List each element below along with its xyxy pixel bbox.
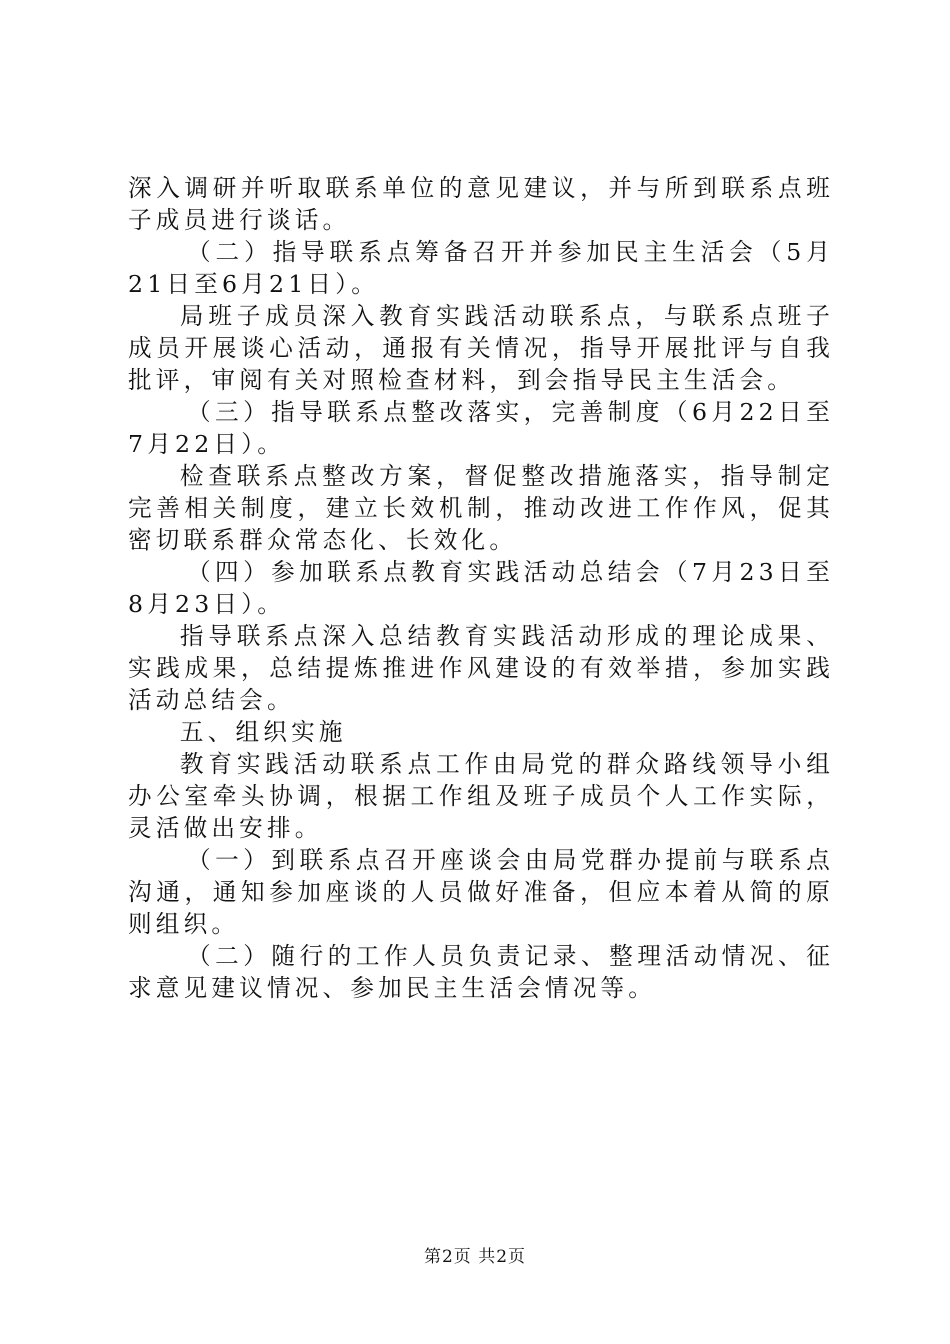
chapter-heading-5: 五、组织实施 [179, 718, 347, 746]
paragraph-staff-duties: （二）随行的工作人员负责记录、整理活动情况、征求意见建议情况、参加民主生活会情况等。 [128, 942, 834, 1002]
paragraph-continuation: 深入调研并听取联系单位的意见建议，并与所到联系点班子成员进行谈话。 [128, 174, 834, 234]
section-heading-4: （四）参加联系点教育实践活动总结会（7月23日至8月23日）。 [128, 558, 834, 618]
page-number-footer: 第2页 共2页 [423, 1247, 527, 1267]
section-heading-2: （二）指导联系点筹备召开并参加民主生活会（5月21日至6月21日）。 [128, 238, 834, 298]
paragraph-summary-meeting: 指导联系点深入总结教育实践活动形成的理论成果、实践成果，总结提炼推进作风建设的有效举措，参加实践活动总结会。 [128, 622, 834, 714]
paragraph-democratic-life-meeting: 局班子成员深入教育实践活动联系点，与联系点班子成员开展谈心活动，通报有关情况，指导开展批评与自我批评，审阅有关对照检查材料，到会指导民主生活会。 [128, 302, 834, 394]
section-heading-3: （三）指导联系点整改落实，完善制度（6月22日至7月22日）。 [128, 398, 834, 458]
paragraph-forum-arrangement: （一）到联系点召开座谈会由局党群办提前与联系点沟通，通知参加座谈的人员做好准备，但应本着从简的原则组织。 [128, 846, 834, 938]
document-body [128, 172, 834, 1004]
paragraph-organization: 教育实践活动联系点工作由局党的群众路线领导小组办公室牵头协调，根据工作组及班子成员个人工作实际，灵活做出安排。 [128, 750, 834, 842]
paragraph-rectification: 检查联系点整改方案，督促整改措施落实，指导制定完善相关制度，建立长效机制，推动改进工作作风，促其密切联系群众常态化、长效化。 [128, 462, 834, 554]
